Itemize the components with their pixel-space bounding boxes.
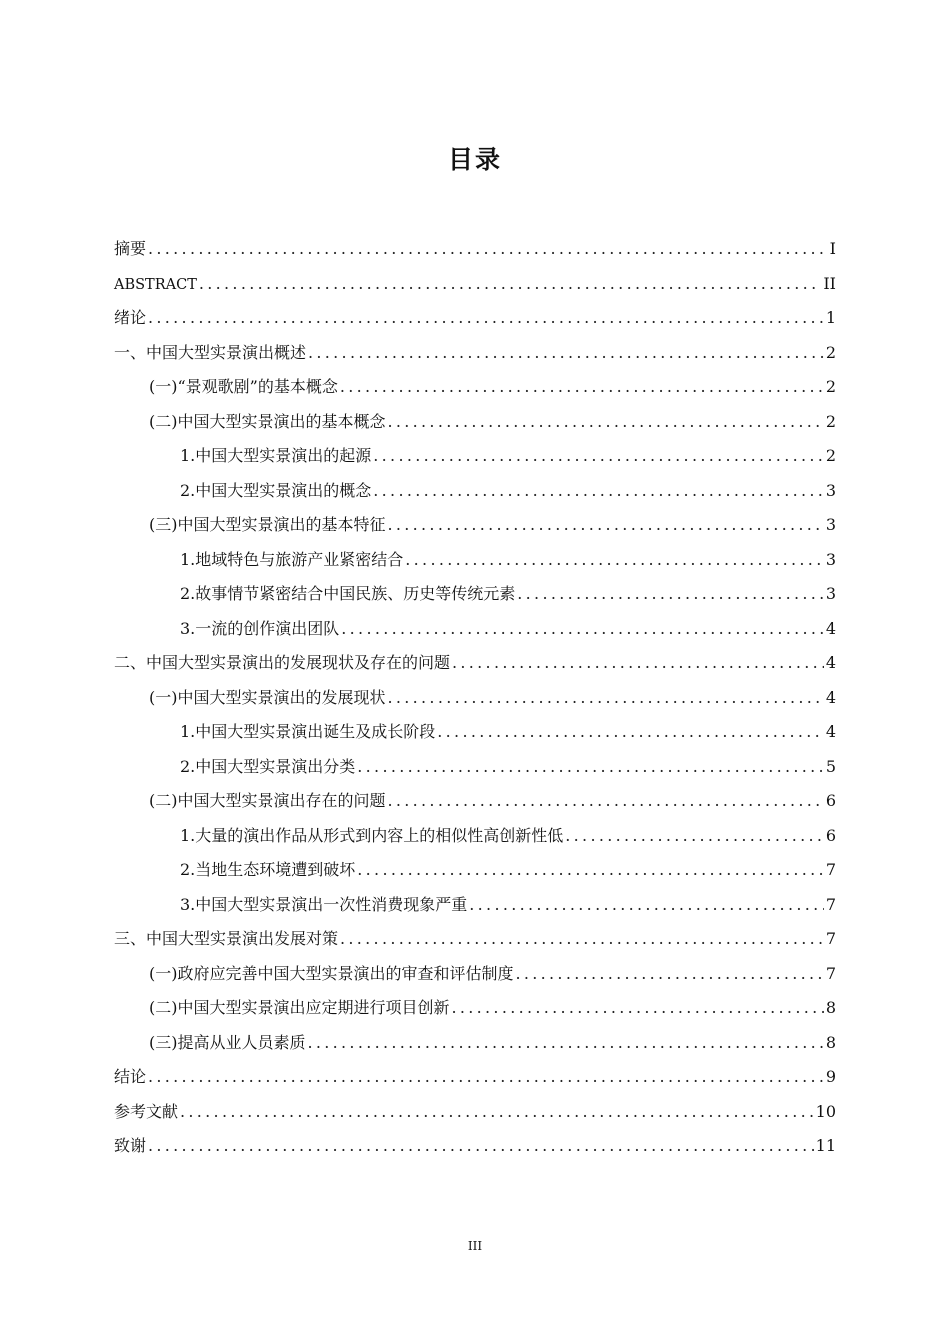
- toc-entry-page: 3: [825, 480, 836, 500]
- toc-dot-leader: [565, 823, 824, 849]
- toc-entry-label: 3.一流的创作演出团队: [180, 618, 340, 638]
- toc-dot-leader: [452, 995, 824, 1021]
- toc-entry[interactable]: [0, 370, 950, 404]
- toc-dot-leader: [373, 443, 824, 469]
- toc-dot-leader: [388, 512, 824, 538]
- toc-entry-label: (一)“景观歌剧”的基本概念: [149, 377, 338, 396]
- page-title: 目录: [447, 145, 502, 174]
- toc-entry[interactable]: [0, 715, 950, 749]
- toc-entry-label: (三)提高从业人员素质: [149, 1032, 306, 1052]
- toc-entry-label: 绪论: [114, 308, 147, 327]
- toc-entry-page: 9: [825, 1067, 836, 1086]
- toc-entry-page: I: [829, 239, 836, 258]
- toc-entry-label: 二、中国大型实景演出的发展现状及存在的问题: [114, 653, 451, 672]
- toc-entry-page: 7: [825, 894, 836, 914]
- toc-entry[interactable]: [0, 957, 950, 991]
- toc-entry-page: 2: [825, 342, 836, 362]
- toc-entry-label: 1.大量的演出作品从形式到内容上的相似性高创新性低: [180, 825, 564, 845]
- toc-entry-page: 8: [825, 998, 836, 1017]
- footer-page-number: III: [467, 1239, 483, 1253]
- toc-entry-page: 4: [825, 653, 836, 672]
- toc-dot-leader: [180, 1099, 814, 1125]
- toc-entry-label: 结论: [114, 1067, 147, 1086]
- toc-entry-page: 1: [825, 308, 836, 327]
- toc-entry[interactable]: [0, 991, 950, 1025]
- toc-dot-leader: [340, 374, 824, 400]
- toc-entry[interactable]: [0, 1026, 950, 1060]
- toc-entry[interactable]: [0, 267, 950, 301]
- toc-entry[interactable]: [0, 474, 950, 508]
- toc-entry[interactable]: [0, 1060, 950, 1094]
- toc-entry-page: 7: [825, 929, 836, 948]
- toc-dot-leader: [148, 236, 826, 262]
- toc-dot-leader: [341, 616, 824, 642]
- toc-dot-leader: [199, 271, 821, 297]
- toc-entry[interactable]: [0, 612, 950, 646]
- toc-dot-leader: [357, 754, 824, 780]
- toc-entry-page: 11: [815, 1136, 836, 1155]
- toc-entry[interactable]: [0, 646, 950, 680]
- toc-dot-leader: [308, 340, 824, 366]
- toc-entry[interactable]: [0, 853, 950, 887]
- toc-entry-page: 6: [825, 825, 836, 845]
- toc-entry-label: 三、中国大型实景演出发展对策: [114, 929, 339, 948]
- toc-entry-page: 3: [825, 584, 836, 603]
- toc-entry-page: 3: [825, 515, 836, 534]
- toc-entry[interactable]: [0, 1095, 950, 1129]
- toc-dot-leader: [405, 547, 824, 573]
- toc-entry-page: 8: [825, 1032, 836, 1052]
- toc-entry-page: 10: [815, 1101, 836, 1121]
- toc-entry[interactable]: [0, 301, 950, 335]
- toc-entry[interactable]: [0, 405, 950, 439]
- toc-dot-leader: [452, 650, 824, 676]
- toc-entry[interactable]: [0, 1129, 950, 1163]
- toc-dot-leader: [517, 581, 824, 607]
- toc-entry-label: 参考文献: [114, 1101, 179, 1121]
- toc-dot-leader: [437, 719, 824, 745]
- toc-entry-label: 致谢: [114, 1136, 147, 1155]
- toc-dot-leader: [148, 1064, 824, 1090]
- toc-dot-leader: [148, 1133, 814, 1159]
- toc-entry-label: 1.中国大型实景演出诞生及成长阶段: [180, 722, 436, 741]
- toc-entry[interactable]: [0, 750, 950, 784]
- toc-entry-page: 4: [825, 722, 836, 741]
- toc-entry-label: 2.当地生态环境遭到破坏: [180, 860, 356, 879]
- toc-entry-page: 7: [825, 860, 836, 879]
- toc-entry-label: 1.地域特色与旅游产业紧密结合: [180, 549, 404, 569]
- toc-dot-leader: [388, 788, 824, 814]
- toc-entry-label: 一、中国大型实景演出概述: [114, 342, 307, 362]
- toc-entry-page: 4: [825, 687, 836, 707]
- toc-dot-leader: [340, 926, 824, 952]
- toc-dot-leader: [388, 409, 824, 435]
- toc-entry-label: 1.中国大型实景演出的起源: [180, 446, 372, 465]
- toc-dot-leader: [357, 857, 824, 883]
- toc-entry-label: (二)中国大型实景演出存在的问题: [149, 791, 386, 810]
- toc-entry-label: (二)中国大型实景演出的基本概念: [149, 411, 386, 431]
- toc-entry[interactable]: [0, 232, 950, 266]
- toc-dot-leader: [308, 1030, 824, 1056]
- toc-entry-label: 2.故事情节紧密结合中国民族、历史等传统元素: [180, 584, 516, 603]
- toc-entry[interactable]: [0, 336, 950, 370]
- toc-entry-page: 2: [825, 377, 836, 396]
- toc-dot-leader: [148, 305, 824, 331]
- toc-dot-leader: [373, 478, 824, 504]
- toc-entry-page: 3: [825, 549, 836, 569]
- toc-entry[interactable]: [0, 681, 950, 715]
- toc-entry[interactable]: [0, 577, 950, 611]
- toc-dot-leader: [469, 892, 824, 918]
- toc-entry-page: 6: [825, 791, 836, 810]
- toc-entry-label: 3.中国大型实景演出一次性消费现象严重: [180, 894, 468, 914]
- toc-entry-label: 2.中国大型实景演出分类: [180, 756, 356, 776]
- toc-entry-page: 4: [825, 618, 836, 638]
- toc-entry-label: (三)中国大型实景演出的基本特征: [149, 515, 386, 534]
- toc-entry[interactable]: [0, 888, 950, 922]
- toc-entry[interactable]: [0, 439, 950, 473]
- toc-entry-label: 2.中国大型实景演出的概念: [180, 480, 372, 500]
- toc-entry[interactable]: [0, 922, 950, 956]
- toc-entry-page: 2: [825, 411, 836, 431]
- toc-entry-page: 5: [825, 756, 836, 776]
- toc-entry-page: 2: [825, 446, 836, 465]
- toc-entry[interactable]: [0, 819, 950, 853]
- toc-entry-label: ABSTRACT: [114, 276, 197, 293]
- toc-dot-leader: [516, 961, 824, 987]
- toc-entry-page: 7: [825, 963, 836, 983]
- toc-entry[interactable]: [0, 784, 950, 818]
- toc-entry[interactable]: [0, 543, 950, 577]
- toc-entry[interactable]: [0, 508, 950, 542]
- toc-entry-label: 摘要: [114, 239, 147, 258]
- toc-entry-label: (二)中国大型实景演出应定期进行项目创新: [149, 998, 450, 1017]
- toc-entry-page: II: [823, 273, 836, 293]
- toc-entry-label: (一)中国大型实景演出的发展现状: [149, 687, 386, 707]
- toc-entry-label: (一)政府应完善中国大型实景演出的审查和评估制度: [149, 963, 514, 983]
- toc-dot-leader: [388, 685, 824, 711]
